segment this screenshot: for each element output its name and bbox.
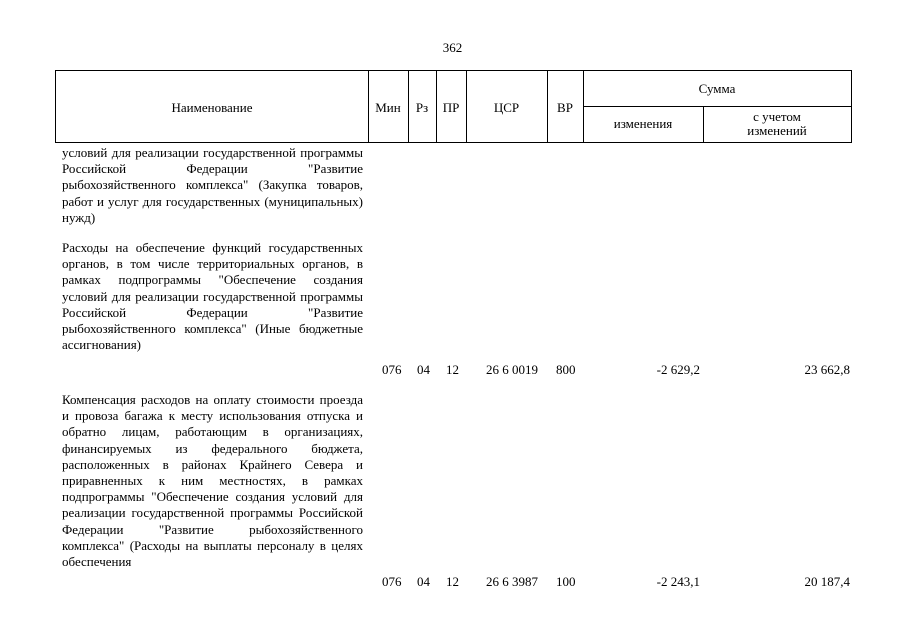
- page-number: 362: [442, 40, 463, 55]
- row-rz: 04: [417, 574, 430, 589]
- row-min: 076: [382, 574, 402, 589]
- row-name: Расходы на обеспечение функций государственных органов, в том числе территориальных органов, в рамках подпрограммы "Обеспечение создания условий для реализации государственной программы Российской Федерации "Развитие рыбохозяйственного комплекса" (Иные бюджетные ассигнования): [62, 240, 363, 353]
- row-change: -2 629,2: [656, 362, 700, 377]
- row-csr: 26 6 3987: [486, 574, 538, 589]
- header-csr: ЦСР: [493, 99, 520, 115]
- row-vr: 800: [556, 362, 576, 377]
- row-pr: 12: [446, 574, 459, 589]
- row-name: условий для реализации государственной программы Российской Федерации "Развитие рыбохозяйственного комплекса" (Закупка товаров, работ и услуг для государственных (муниципальных) нужд): [62, 145, 363, 225]
- header-total-line1: с учетом: [753, 109, 801, 124]
- row-total: 20 187,4: [804, 574, 850, 589]
- header-total-line2: изменений: [747, 123, 807, 138]
- table-header: [55, 70, 852, 143]
- header-total: [703, 106, 851, 142]
- row-total: 23 662,8: [804, 362, 850, 377]
- header-change: изменения: [613, 116, 673, 131]
- header-pr: ПР: [442, 99, 460, 115]
- header-min: Мин: [375, 99, 401, 115]
- row-pr: 12: [446, 362, 459, 377]
- header-rz: Рз: [415, 99, 429, 115]
- row-csr: 26 6 0019: [486, 362, 538, 377]
- header-name: Наименование: [171, 99, 253, 115]
- row-min: 076: [382, 362, 402, 377]
- row-change: -2 243,1: [656, 574, 700, 589]
- header-vr: ВР: [557, 99, 573, 115]
- row-vr: 100: [556, 574, 576, 589]
- row-rz: 04: [417, 362, 430, 377]
- row-name: Компенсация расходов на оплату стоимости проезда и провоза багажа к месту использования отпуска и обратно лицам, работающим в организациях, финансируемых из федерального бюджета, расположенных в районах Крайнего Севера и приравненных к ним местностях, в рамках подпрограммы "Обеспечение создания условий для реализации государственной программы Российской Федерации "Развитие рыбохозяйственного комплекса" (Расходы на выплаты персоналу в целях обеспечения: [62, 392, 363, 570]
- header-sum: Сумма: [698, 80, 736, 96]
